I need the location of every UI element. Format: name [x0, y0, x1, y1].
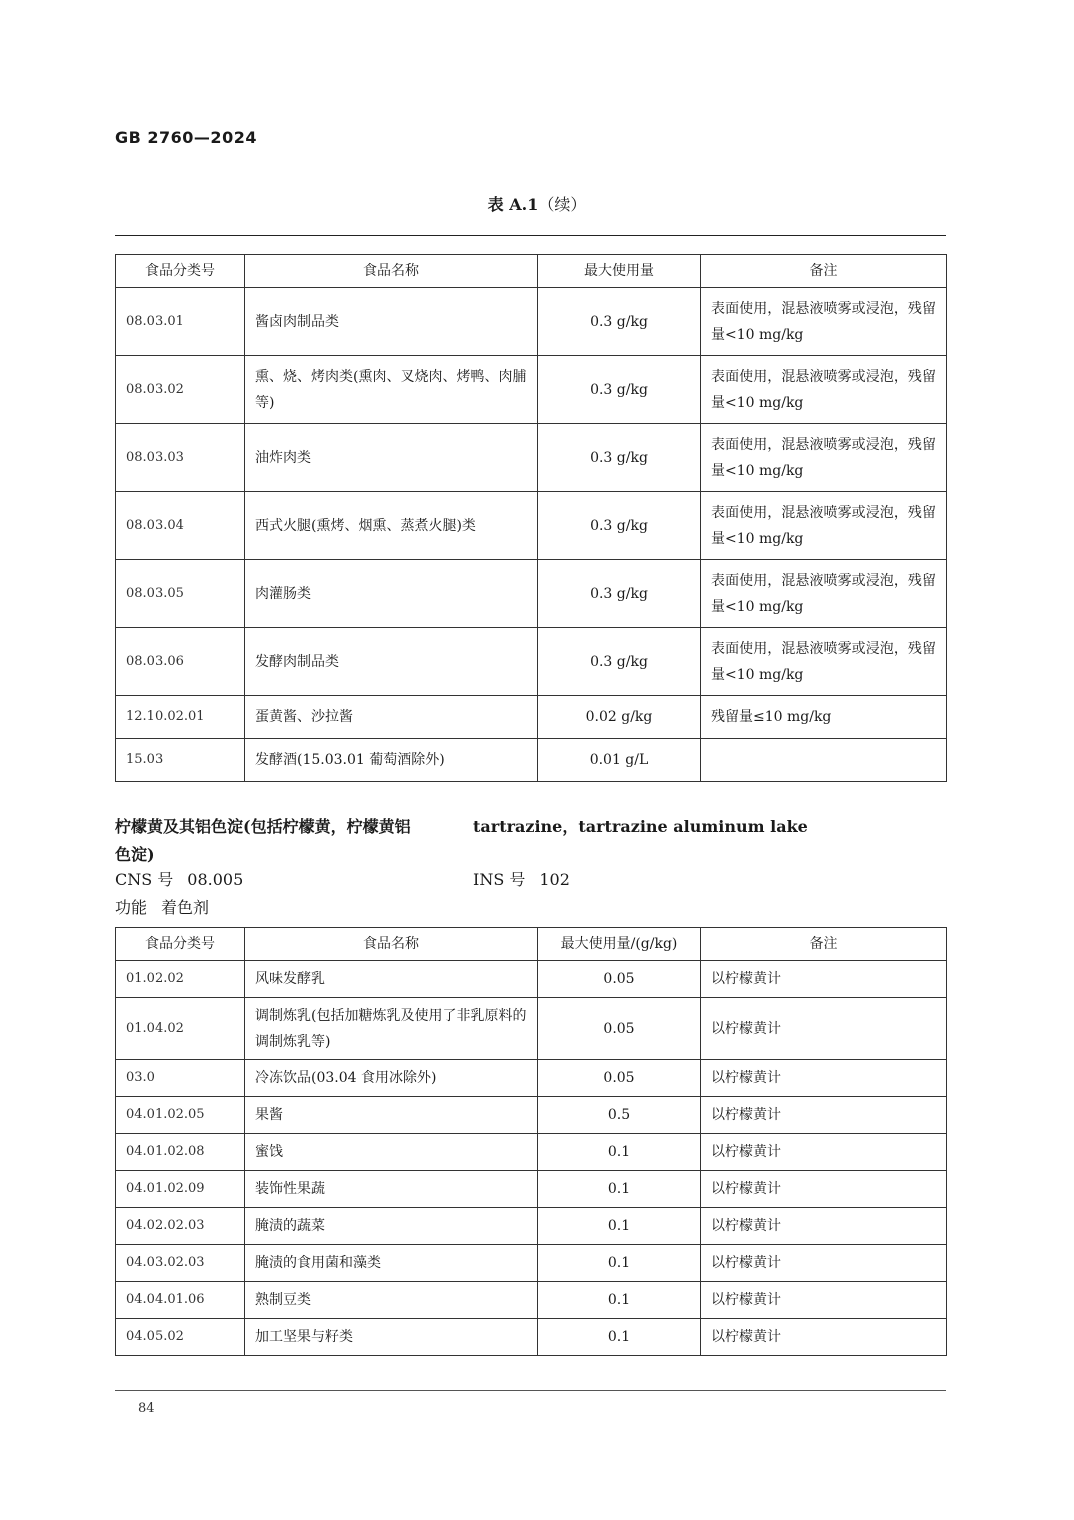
document-code: GB 2760—2024 — [115, 128, 257, 147]
table-title — [0, 192, 1074, 215]
food-category-code: 04.02.02.03 — [116, 1208, 245, 1245]
remark: 表面使用，混悬液喷雾或浸泡，残留量<10 mg/kg — [701, 356, 947, 424]
additive-name-cn-line1: 柠檬黄及其铝色淀(包括柠檬黄，柠檬黄铝 — [115, 817, 411, 836]
food-name: 发酵肉制品类 — [245, 628, 538, 696]
food-name: 加工坚果与籽类 — [245, 1319, 538, 1356]
food-category-code: 01.04.02 — [116, 998, 245, 1060]
food-name: 装饰性果蔬 — [245, 1171, 538, 1208]
ins-label: INS 号 — [473, 870, 526, 889]
food-name: 腌渍的食用菌和藻类 — [245, 1245, 538, 1282]
remark: 以柠檬黄计 — [701, 998, 947, 1060]
remark: 表面使用，混悬液喷雾或浸泡，残留量<10 mg/kg — [701, 560, 947, 628]
max-usage: 0.02 g/kg — [538, 696, 701, 739]
max-usage: 0.3 g/kg — [538, 560, 701, 628]
remark: 残留量≤10 mg/kg — [701, 696, 947, 739]
table-row — [116, 1171, 947, 1208]
remark: 以柠檬黄计 — [701, 1319, 947, 1356]
max-usage: 0.3 g/kg — [538, 424, 701, 492]
column-header: 食品分类号 — [116, 255, 245, 288]
table-row — [116, 1060, 947, 1097]
tartrazine-usage-table — [115, 927, 947, 1356]
column-header: 最大使用量 — [538, 255, 701, 288]
food-category-code: 04.01.02.08 — [116, 1134, 245, 1171]
max-usage: 0.1 — [538, 1171, 701, 1208]
max-usage: 0.05 — [538, 998, 701, 1060]
food-category-code: 08.03.02 — [116, 356, 245, 424]
food-name: 果酱 — [245, 1097, 538, 1134]
table-row — [116, 961, 947, 998]
max-usage: 0.1 — [538, 1282, 701, 1319]
table-row — [116, 1245, 947, 1282]
column-header: 食品分类号 — [116, 928, 245, 961]
function-value: 着色剂 — [161, 898, 210, 917]
remark: 以柠檬黄计 — [701, 1245, 947, 1282]
remark: 表面使用，混悬液喷雾或浸泡，残留量<10 mg/kg — [701, 288, 947, 356]
food-name: 蜜饯 — [245, 1134, 538, 1171]
top-rule — [115, 235, 946, 236]
additive-name-en: tartrazine，tartrazine aluminum lake — [473, 817, 808, 836]
page-number: 84 — [138, 1401, 155, 1416]
max-usage: 0.05 — [538, 961, 701, 998]
food-category-code: 12.10.02.01 — [116, 696, 245, 739]
remark: 表面使用，混悬液喷雾或浸泡，残留量<10 mg/kg — [701, 492, 947, 560]
additive-name-cn — [115, 813, 411, 869]
max-usage: 0.1 — [538, 1319, 701, 1356]
column-header: 最大使用量/(g/kg) — [538, 928, 701, 961]
food-category-code: 08.03.05 — [116, 560, 245, 628]
table-row — [116, 628, 947, 696]
remark: 以柠檬黄计 — [701, 1060, 947, 1097]
food-name: 油炸肉类 — [245, 424, 538, 492]
table-row — [116, 424, 947, 492]
cns-number — [115, 868, 243, 892]
table-row — [116, 1208, 947, 1245]
max-usage: 0.3 g/kg — [538, 288, 701, 356]
food-name: 风味发酵乳 — [245, 961, 538, 998]
table-row — [116, 288, 947, 356]
table-row — [116, 696, 947, 739]
remark: 以柠檬黄计 — [701, 961, 947, 998]
food-category-code: 04.03.02.03 — [116, 1245, 245, 1282]
table-row — [116, 1319, 947, 1356]
cns-value: 08.005 — [187, 870, 244, 889]
food-category-code: 08.03.04 — [116, 492, 245, 560]
function-label: 功能 — [115, 898, 148, 917]
remark: 以柠檬黄计 — [701, 1208, 947, 1245]
table-row — [116, 560, 947, 628]
max-usage: 0.1 — [538, 1208, 701, 1245]
remark: 以柠檬黄计 — [701, 1097, 947, 1134]
remark: 以柠檬黄计 — [701, 1171, 947, 1208]
table-row — [116, 1134, 947, 1171]
food-name: 发酵酒(15.03.01 葡萄酒除外) — [245, 739, 538, 782]
food-category-code: 08.03.06 — [116, 628, 245, 696]
food-name: 熏、烧、烤肉类(熏肉、叉烧肉、烤鸭、肉脯等) — [245, 356, 538, 424]
table-row — [116, 998, 947, 1060]
column-header: 食品名称 — [245, 255, 538, 288]
table-row — [116, 739, 947, 782]
max-usage: 0.1 — [538, 1245, 701, 1282]
food-name: 冷冻饮品(03.04 食用冰除外) — [245, 1060, 538, 1097]
function — [115, 896, 209, 920]
table-row — [116, 1097, 947, 1134]
remark: 表面使用，混悬液喷雾或浸泡，残留量<10 mg/kg — [701, 424, 947, 492]
table-header-row — [116, 255, 947, 288]
remark: 表面使用，混悬液喷雾或浸泡，残留量<10 mg/kg — [701, 628, 947, 696]
remark: 以柠檬黄计 — [701, 1282, 947, 1319]
food-name: 熟制豆类 — [245, 1282, 538, 1319]
food-name: 肉灌肠类 — [245, 560, 538, 628]
remark — [701, 739, 947, 782]
table-row — [116, 492, 947, 560]
food-category-code: 03.0 — [116, 1060, 245, 1097]
food-category-code: 04.05.02 — [116, 1319, 245, 1356]
food-category-code: 08.03.03 — [116, 424, 245, 492]
food-name: 蛋黄酱、沙拉酱 — [245, 696, 538, 739]
max-usage: 0.3 g/kg — [538, 628, 701, 696]
max-usage: 0.5 — [538, 1097, 701, 1134]
food-category-code: 15.03 — [116, 739, 245, 782]
remark: 以柠檬黄计 — [701, 1134, 947, 1171]
column-header: 备注 — [701, 928, 947, 961]
additive-name-cn-line2: 色淀) — [115, 845, 155, 864]
ins-value: 102 — [539, 870, 570, 889]
food-name: 调制炼乳(包括加糖炼乳及使用了非乳原料的调制炼乳等) — [245, 998, 538, 1060]
table-a1-continued — [115, 254, 947, 782]
max-usage: 0.01 g/L — [538, 739, 701, 782]
max-usage: 0.3 g/kg — [538, 356, 701, 424]
food-category-code: 04.01.02.09 — [116, 1171, 245, 1208]
table-header-row — [116, 928, 947, 961]
table-title-label: 表 A.1 — [487, 195, 539, 214]
column-header: 食品名称 — [245, 928, 538, 961]
food-name: 腌渍的蔬菜 — [245, 1208, 538, 1245]
table-row — [116, 1282, 947, 1319]
table-row — [116, 356, 947, 424]
food-category-code: 04.04.01.06 — [116, 1282, 245, 1319]
max-usage: 0.3 g/kg — [538, 492, 701, 560]
ins-number — [473, 868, 570, 892]
cns-label: CNS 号 — [115, 870, 174, 889]
food-name: 酱卤肉制品类 — [245, 288, 538, 356]
footer-rule — [115, 1390, 946, 1391]
max-usage: 0.05 — [538, 1060, 701, 1097]
food-name: 西式火腿(熏烤、烟熏、蒸煮火腿)类 — [245, 492, 538, 560]
food-category-code: 01.02.02 — [116, 961, 245, 998]
food-category-code: 08.03.01 — [116, 288, 245, 356]
max-usage: 0.1 — [538, 1134, 701, 1171]
food-category-code: 04.01.02.05 — [116, 1097, 245, 1134]
column-header: 备注 — [701, 255, 947, 288]
table-title-suffix: （续） — [538, 195, 587, 214]
